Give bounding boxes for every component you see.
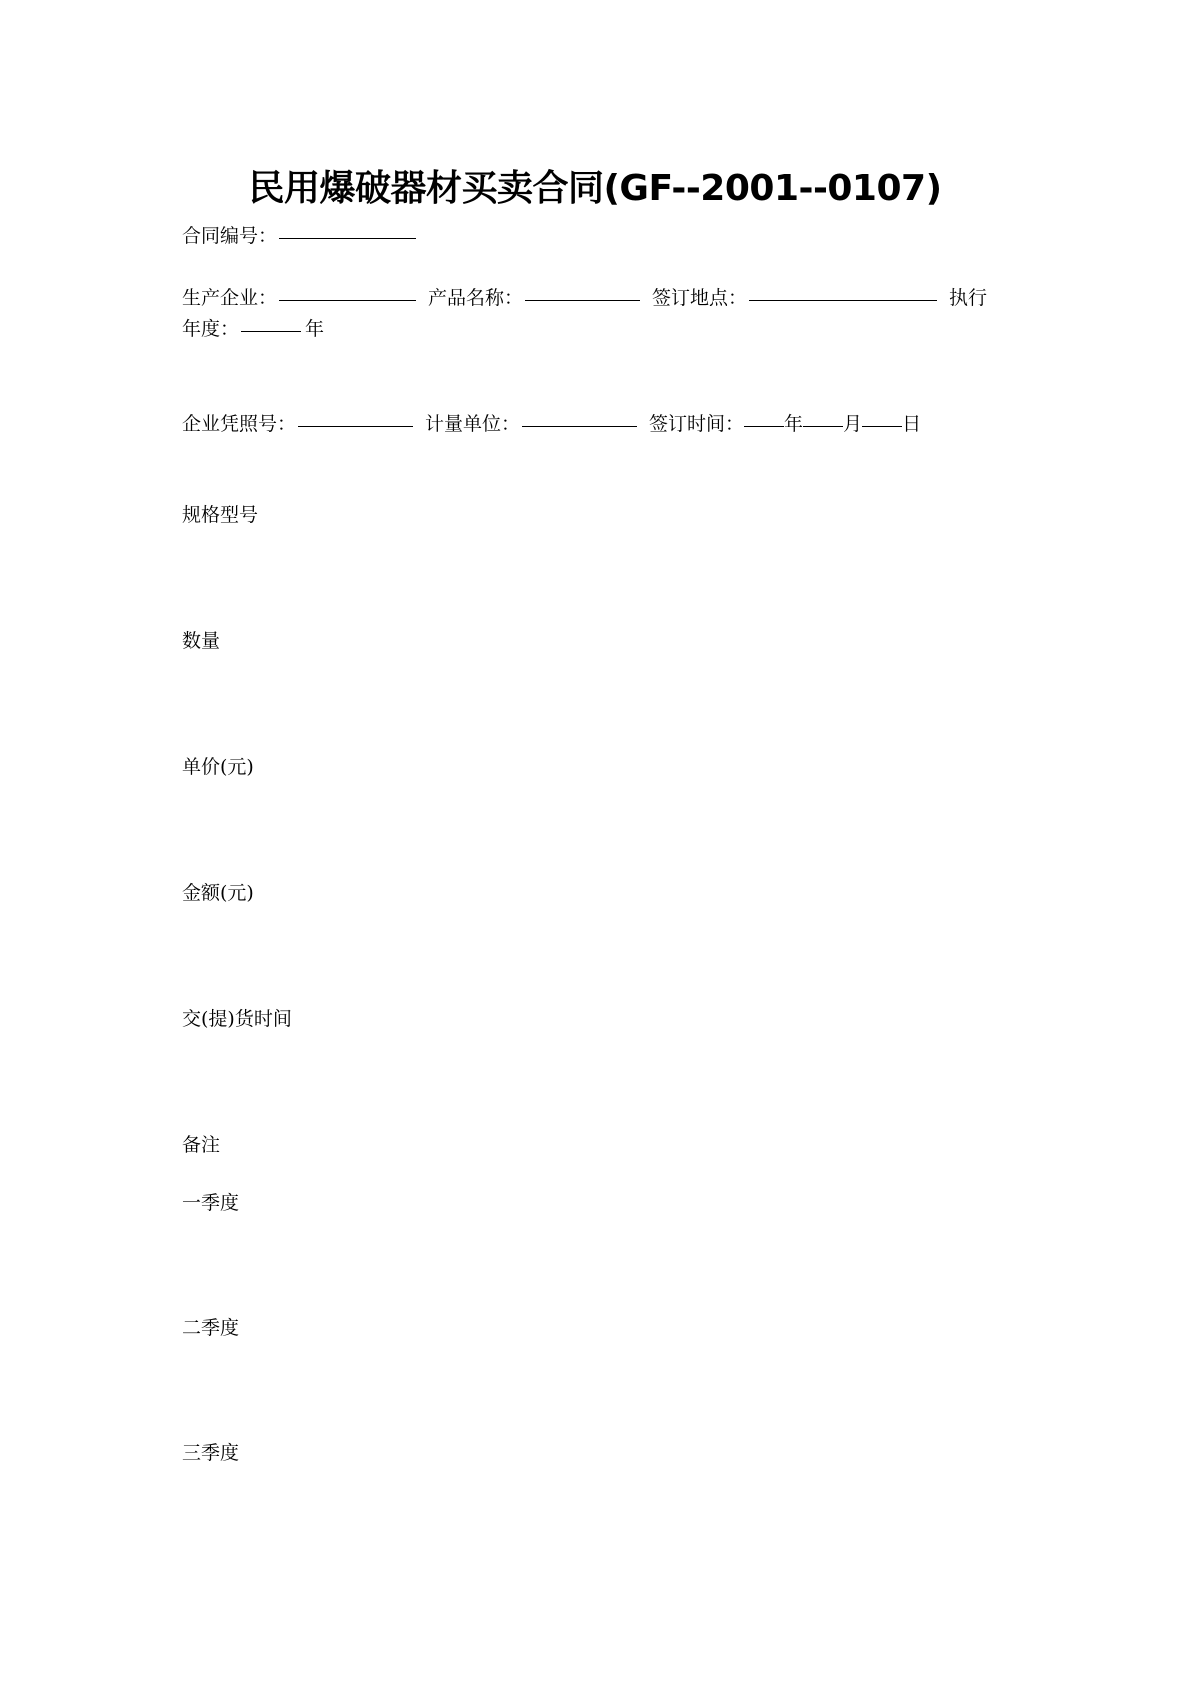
contract-number-line xyxy=(182,221,1022,252)
license-line xyxy=(182,409,1022,440)
row-label-delivery-time: 交(提)货时间 xyxy=(182,1008,292,1030)
signing-month-field[interactable] xyxy=(803,406,843,427)
signing-place-field[interactable] xyxy=(749,280,937,301)
signing-year-field[interactable] xyxy=(744,406,784,427)
exec-year-suffix: 年 xyxy=(305,318,325,340)
producer-label: 生产企业： xyxy=(182,287,278,309)
signing-time-label: 签订时间： xyxy=(649,413,745,435)
exec-year-label-part2: 年度： xyxy=(182,318,240,340)
exec-year-line xyxy=(182,314,1022,345)
product-name-label: 产品名称： xyxy=(428,287,524,309)
license-no-label: 企业凭照号： xyxy=(182,413,297,435)
exec-year-field[interactable] xyxy=(241,311,301,332)
row-label-q2: 二季度 xyxy=(182,1317,240,1339)
unit-field[interactable] xyxy=(522,406,637,427)
row-label-quantity: 数量 xyxy=(182,630,221,652)
product-name-field[interactable] xyxy=(525,280,640,301)
signing-day-unit: 日 xyxy=(902,413,922,435)
signing-month-unit: 月 xyxy=(843,413,863,435)
row-label-spec-model: 规格型号 xyxy=(182,504,259,526)
signing-year-unit: 年 xyxy=(784,413,804,435)
producer-line xyxy=(182,283,1022,314)
exec-year-label-part1: 执行 xyxy=(949,287,988,309)
contract-number-label: 合同编号： xyxy=(182,225,278,247)
unit-label: 计量单位： xyxy=(425,413,521,435)
row-label-remarks: 备注 xyxy=(182,1134,221,1156)
document-title: 民用爆破器材买卖合同(GF--2001--0107) xyxy=(248,168,942,209)
row-label-amount: 金额(元) xyxy=(182,882,254,904)
row-label-q3: 三季度 xyxy=(182,1442,240,1464)
row-label-unit-price: 单价(元) xyxy=(182,756,254,778)
signing-place-label: 签订地点： xyxy=(652,287,748,309)
contract-number-field[interactable] xyxy=(279,218,416,239)
signing-day-field[interactable] xyxy=(862,406,902,427)
license-no-field[interactable] xyxy=(298,406,413,427)
row-label-q1: 一季度 xyxy=(182,1192,240,1214)
producer-field[interactable] xyxy=(279,280,416,301)
